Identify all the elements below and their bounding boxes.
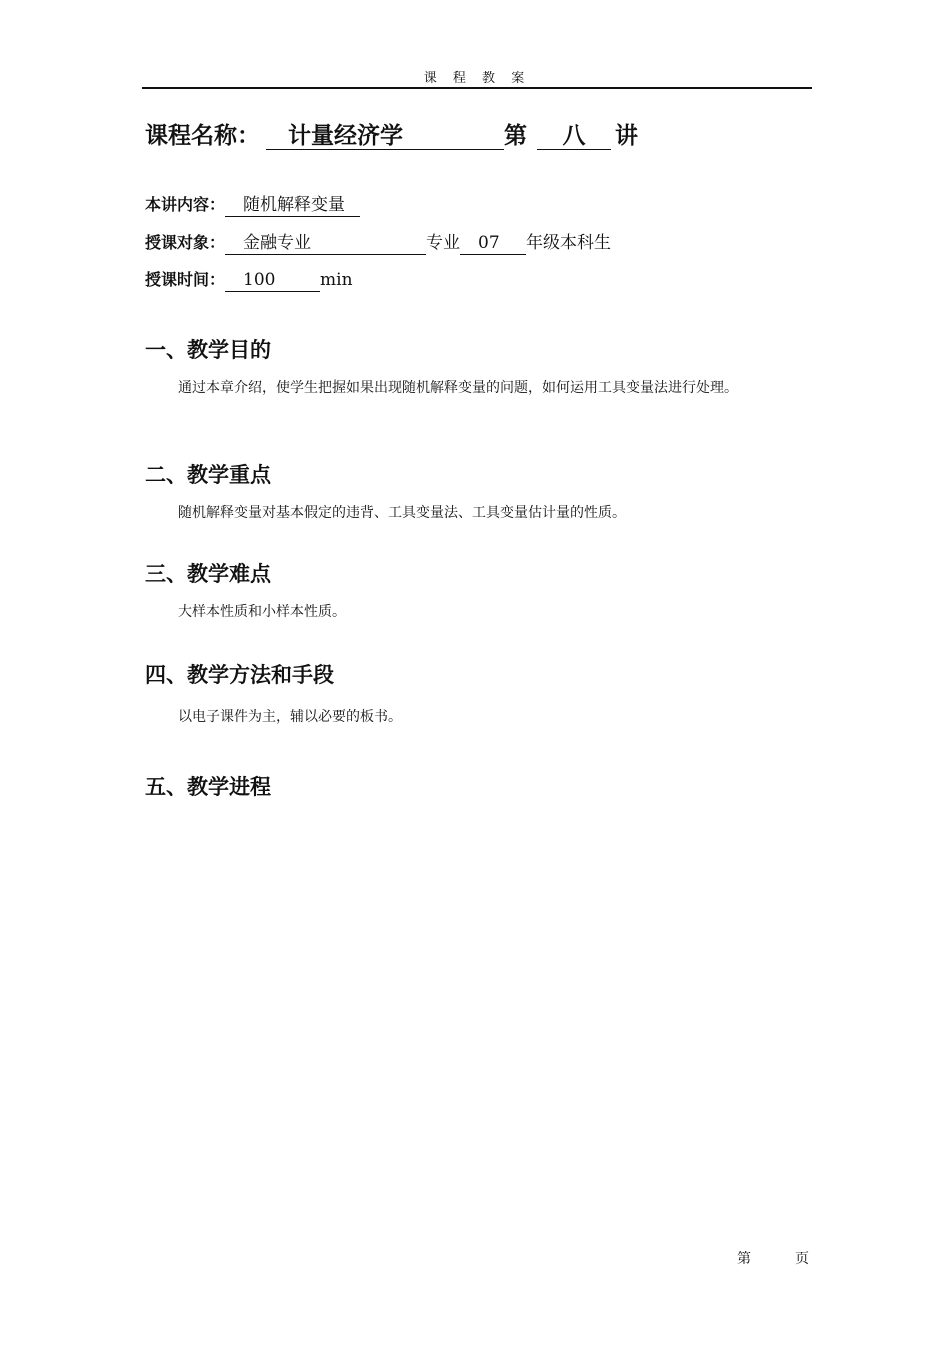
page-number-suffix: 页 <box>795 1251 809 1267</box>
section-heading-difficulties: 三、教学难点 <box>145 562 271 586</box>
lecture-content-value: 随机解释变量 <box>225 196 360 217</box>
lecture-time-unit: min <box>320 270 353 290</box>
audience-major-suffix: 专业 <box>426 233 461 253</box>
audience-grade-suffix: 年级本科生 <box>526 233 612 253</box>
lecture-time-label: 授课时间： <box>145 270 226 289</box>
section-heading-objectives: 一、教学目的 <box>145 338 271 362</box>
lecture-prefix: 第 <box>504 123 527 149</box>
course-name-value: 计量经济学 <box>266 123 504 150</box>
header-rule <box>142 87 812 89</box>
audience-grade-value: 07 <box>460 234 526 255</box>
course-title-line <box>145 118 638 154</box>
section-heading-progress: 五、教学进程 <box>145 775 271 799</box>
section-body-methods: 以电子课件为主，辅以必要的板书。 <box>178 709 402 725</box>
section-heading-methods: 四、教学方法和手段 <box>145 663 334 687</box>
audience-major-value: 金融专业 <box>225 234 426 255</box>
page-number-prefix: 第 <box>737 1251 751 1267</box>
section-body-difficulties: 大样本性质和小样本性质。 <box>178 604 346 620</box>
lecture-time-value: 100 <box>225 271 320 292</box>
lecture-number: 八 <box>537 123 611 150</box>
lecture-suffix: 讲 <box>615 123 638 149</box>
course-name-label: 课程名称： <box>145 123 260 149</box>
lecture-content-label: 本讲内容： <box>145 195 226 214</box>
section-heading-key-points: 二、教学重点 <box>145 463 271 487</box>
audience-row <box>145 230 611 256</box>
section-body-objectives: 通过本章介绍，使学生把握如果出现随机解释变量的问题，如何运用工具变量法进行处理。 <box>178 380 738 396</box>
lecture-content-row <box>145 192 360 218</box>
section-body-key-points: 随机解释变量对基本假定的违背、工具变量法、工具变量估计量的性质。 <box>178 505 626 521</box>
running-header: 课 程 教 案 <box>423 71 531 86</box>
audience-label: 授课对象： <box>145 233 226 252</box>
lecture-time-row <box>145 267 353 293</box>
